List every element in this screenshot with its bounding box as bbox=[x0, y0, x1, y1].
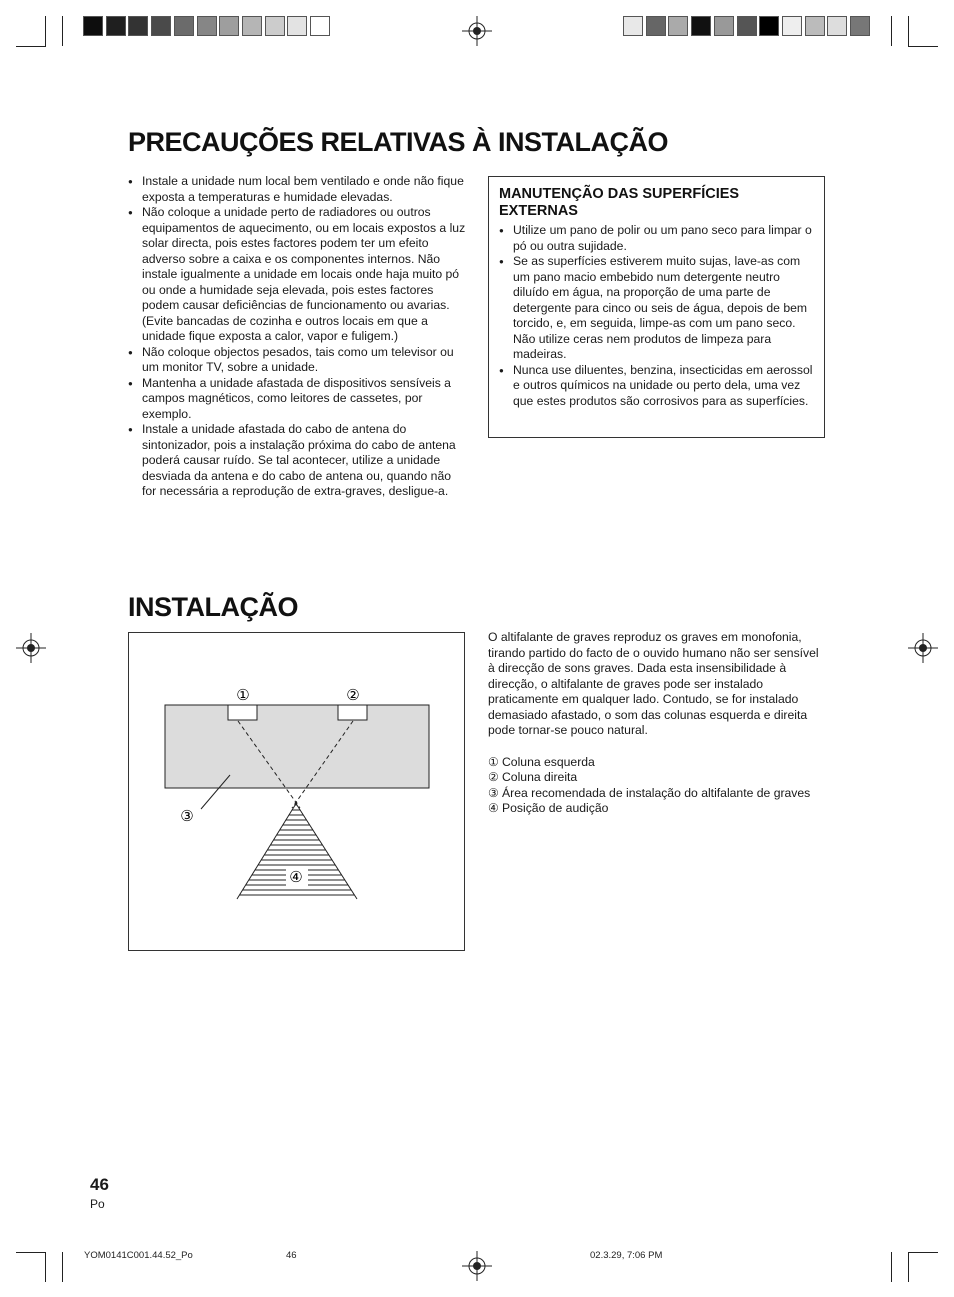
installation-diagram bbox=[128, 632, 465, 951]
diagram-label-1: ① bbox=[236, 686, 250, 704]
legend-item: ③ Área recomendada de instalação do altifalante de graves bbox=[488, 785, 811, 800]
footer-file: YOM0141C001.44.52_Po bbox=[84, 1250, 193, 1261]
registration-mark-right bbox=[908, 633, 938, 663]
section-title-precautions: PRECAUÇÕES RELATIVAS À INSTALAÇÃO bbox=[128, 127, 669, 157]
color-swatch bbox=[782, 16, 802, 36]
recommended-area bbox=[165, 705, 429, 788]
footer-page: 46 bbox=[286, 1250, 297, 1261]
color-swatch bbox=[151, 16, 171, 36]
list-item: ● Não coloque a unidade perto de radiadores ou outros equipamentos de aquecimento, ou em locais expostos a luz solar directa, pois estes factores podem ter um efeito adverso sobre a caixa e os componentes internos. Não instale igualmente a unidade em locais onde haja muito pó ou onde a humidade seja elevada, pois estes factores podem causar deficiências de funcionamento ou avarias. (Evite bancadas de cozinha e outros locais em que a unidade fique exposta a calor, vapor e fuligem.) bbox=[128, 205, 466, 345]
color-swatch bbox=[287, 16, 307, 36]
color-swatch bbox=[128, 16, 148, 36]
color-swatch bbox=[83, 16, 103, 36]
color-swatch bbox=[265, 16, 285, 36]
color-swatch bbox=[106, 16, 126, 36]
diagram-label-2: ② bbox=[346, 686, 360, 704]
legend-item: ① Coluna esquerda bbox=[488, 754, 595, 769]
color-swatch bbox=[310, 16, 330, 36]
installation-text bbox=[488, 630, 826, 817]
color-swatch bbox=[714, 16, 734, 36]
page-number: 46 bbox=[90, 1175, 109, 1194]
color-swatch bbox=[174, 16, 194, 36]
page-language: Po bbox=[90, 1197, 105, 1211]
color-swatch bbox=[623, 16, 643, 36]
precautions-list bbox=[128, 174, 466, 500]
color-swatch bbox=[691, 16, 711, 36]
legend-item: ② Coluna direita bbox=[488, 770, 578, 784]
left-speaker bbox=[228, 705, 257, 720]
color-swatch bbox=[646, 16, 666, 36]
color-swatch bbox=[197, 16, 217, 36]
diagram-label-4: ④ bbox=[289, 868, 303, 886]
right-speaker bbox=[338, 705, 367, 720]
color-swatch bbox=[827, 16, 847, 36]
color-swatch bbox=[850, 16, 870, 36]
maintenance-box bbox=[488, 176, 825, 438]
list-item: ● Se as superfícies estiverem muito sujas, lave-as com um pano macio embebido num detergente neutro diluído em água, na proporção de uma parte de detergente para cinco ou seis de água, depois de bem torcido, e, em seguida, limpe-as com um pano seco. Não utilize ceras nem produtos de limpeza para madeiras. bbox=[499, 254, 814, 363]
color-swatch bbox=[242, 16, 262, 36]
color-swatch bbox=[805, 16, 825, 36]
list-item: ● Não coloque objectos pesados, tais como um televisor ou um monitor TV, sobre a unidade. bbox=[128, 345, 466, 376]
footer-date: 02.3.29, 7:06 PM bbox=[590, 1250, 663, 1261]
registration-mark-bottom bbox=[462, 1251, 492, 1281]
list-item: ● Mantenha a unidade afastada de dispositivos sensíveis a campos magnéticos, como leitores de cassetes, por exemplo. bbox=[128, 376, 466, 423]
color-swatch bbox=[737, 16, 757, 36]
section-title-installation: INSTALAÇÃO bbox=[128, 592, 298, 622]
list-item: ● Nunca use diluentes, benzina, insecticidas em aerossol e outros químicos na unidade ou perto dela, uma vez que estes produtos são corrosivos para as superfícies. bbox=[499, 363, 814, 410]
color-swatch bbox=[668, 16, 688, 36]
registration-mark-top bbox=[462, 16, 492, 46]
color-swatch bbox=[219, 16, 239, 36]
legend-item: ④ Posição de audição bbox=[488, 801, 609, 815]
color-swatch bbox=[759, 16, 779, 36]
maintenance-title: MANUTENÇÃO DAS SUPERFÍCIES EXTERNAS bbox=[499, 186, 740, 219]
diagram-label-3: ③ bbox=[180, 807, 194, 825]
installation-description: O altifalante de graves reproduz os graves em monofonia, tirando partido do facto de o ouvido humano não ser sensível à direcção de sons graves. Dada esta insensibilidade à direcção, o altifalante de graves pode ser instalado praticamente em qualquer lado. Contudo, se for instalado demasiado afastado, o som das colunas esquerda e direita pode tornar-se pouco natural. bbox=[488, 630, 819, 737]
list-item: ● Instale a unidade afastada do cabo de antena do sintonizador, pois a instalação próxima do cabo de antena poderá causar ruído. Se tal acontecer, utilize a unidade desviada da antena e do cabo de antena ou, quando não for necessária a reprodução de extra-graves, desligue-a. bbox=[128, 422, 466, 500]
list-item: ● Instale a unidade num local bem ventilado e onde não fique exposta a temperaturas e humidade elevadas. bbox=[128, 174, 466, 205]
registration-mark-left bbox=[16, 633, 46, 663]
list-item: ● Utilize um pano de polir ou um pano seco para limpar o pó ou outra sujidade. bbox=[499, 223, 814, 254]
